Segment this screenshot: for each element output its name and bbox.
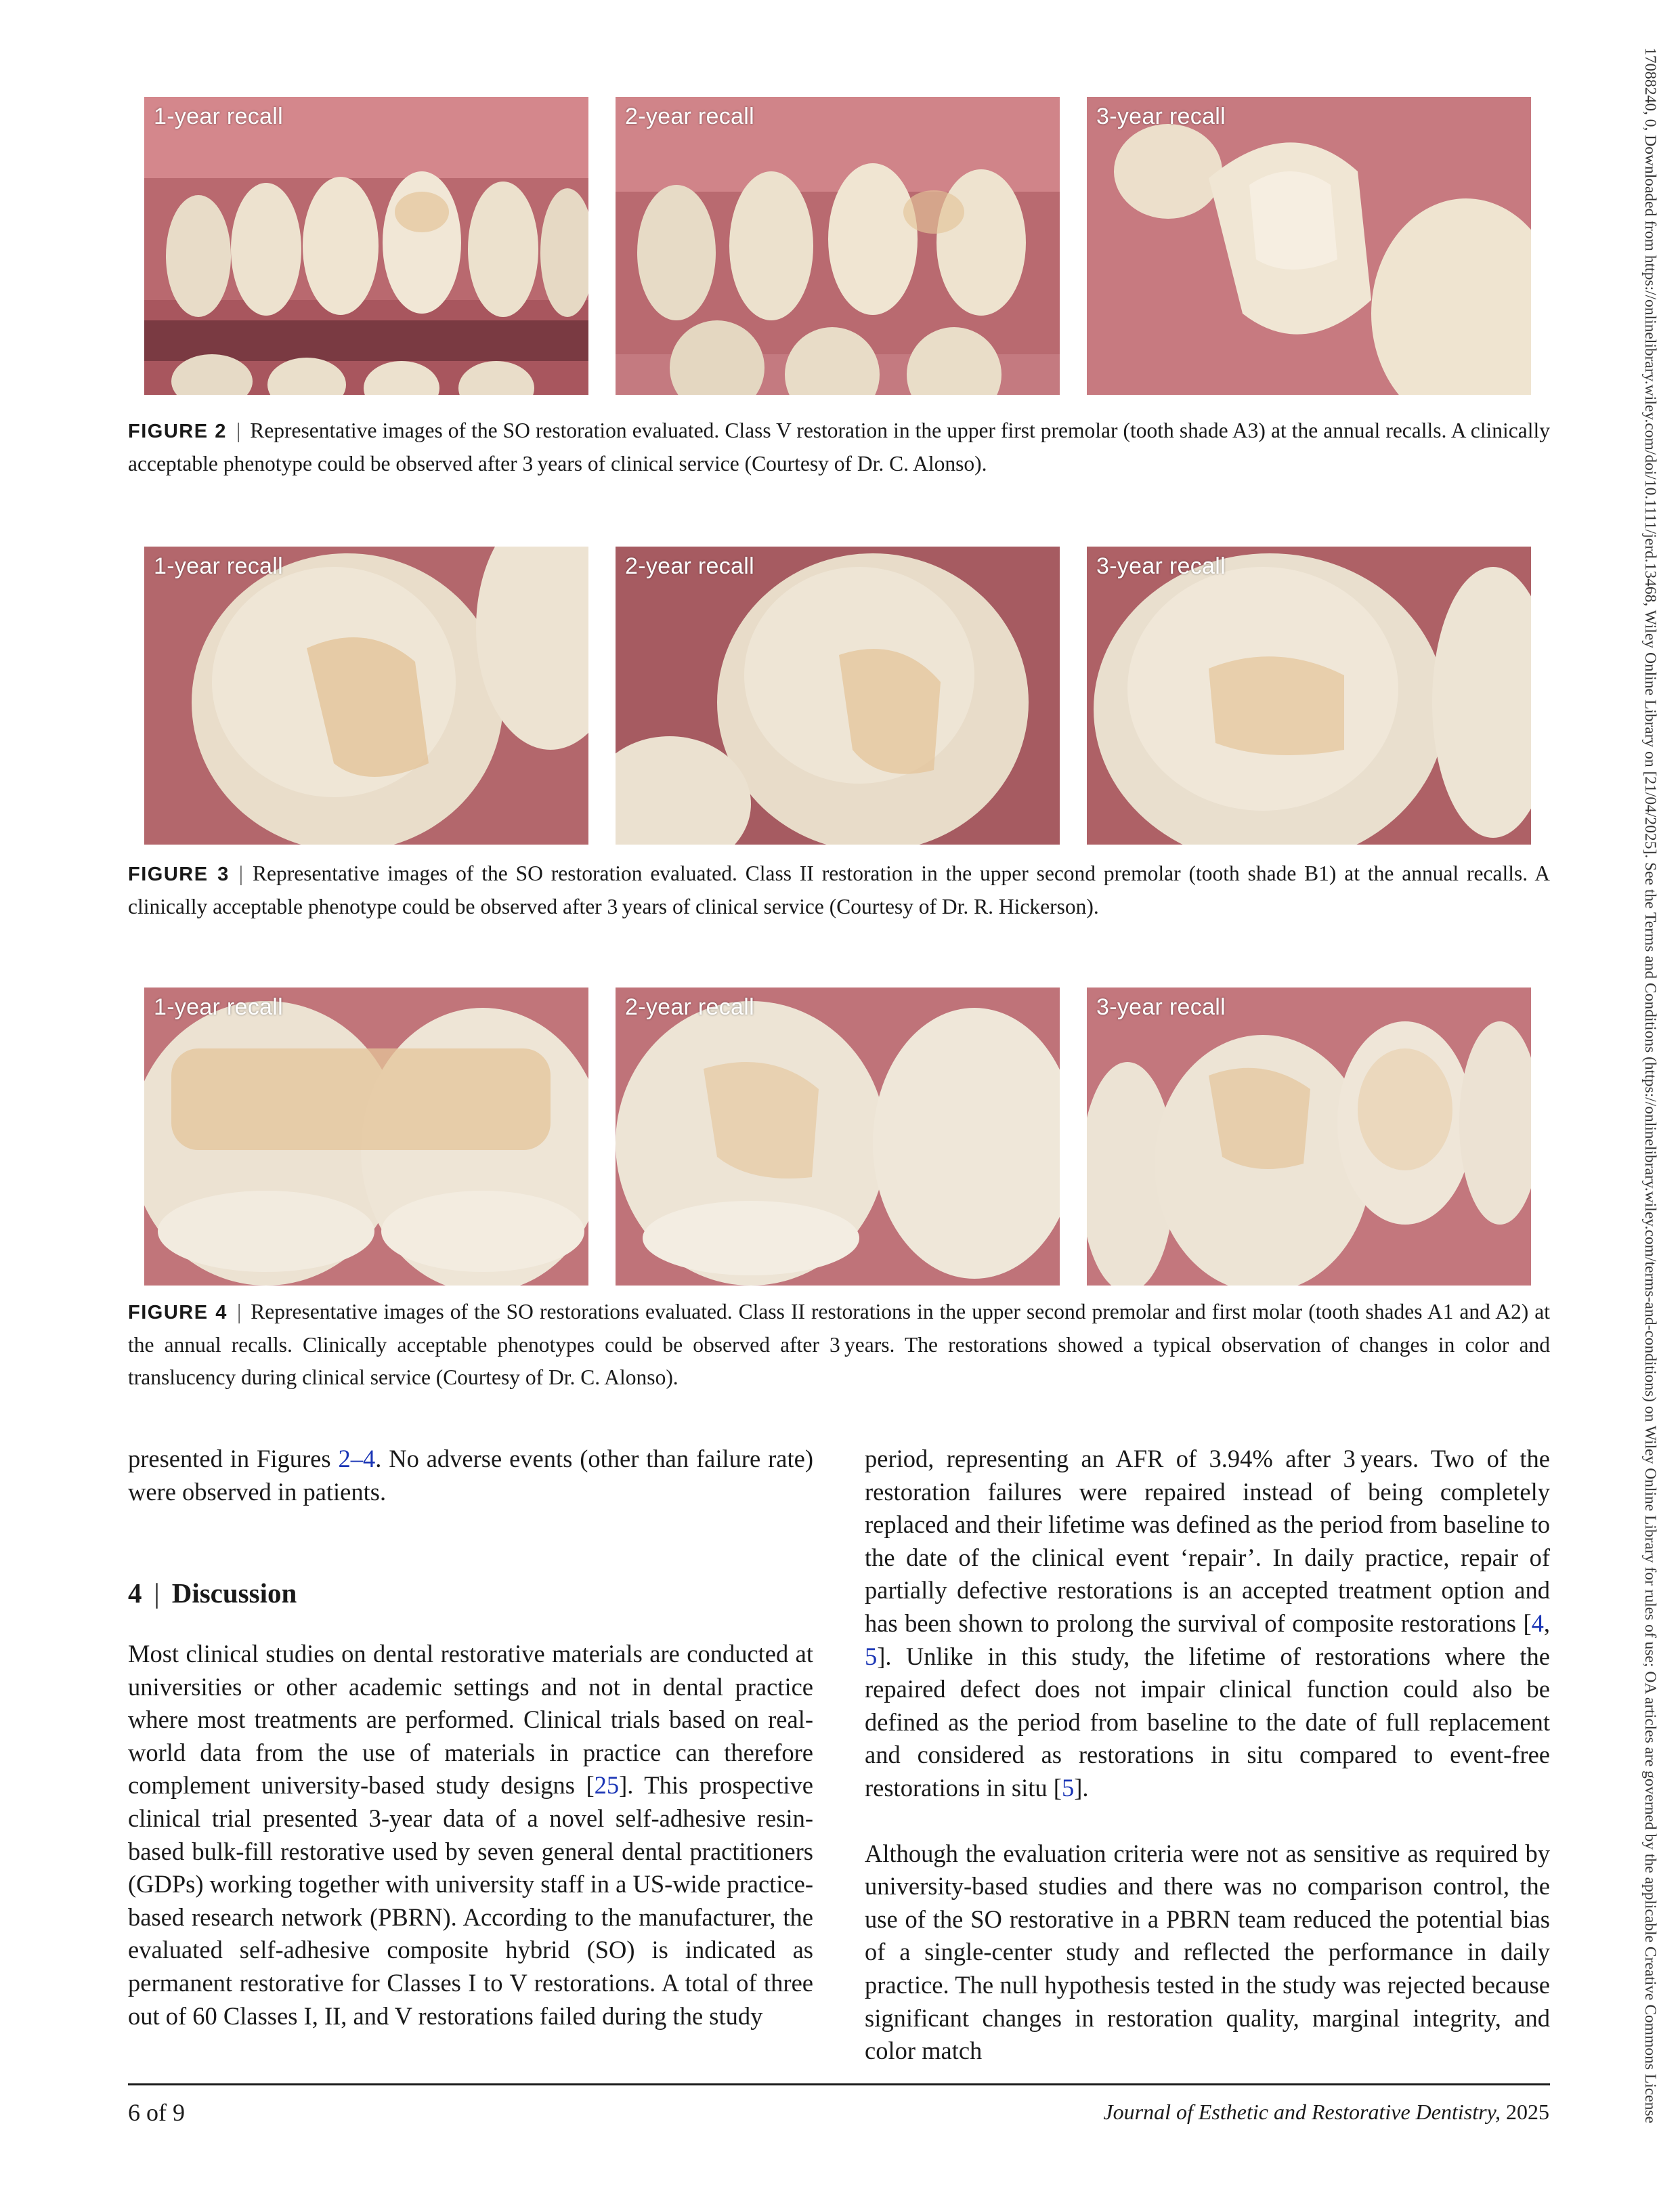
panel-label: 3-year recall bbox=[1096, 553, 1226, 579]
figure-3-caption bbox=[128, 857, 1550, 923]
teeth-photo bbox=[616, 547, 1060, 845]
figure-label: FIGURE 4 bbox=[128, 1302, 228, 1323]
figure-4-panel-2 bbox=[616, 988, 1060, 1286]
panel-label: 1-year recall bbox=[154, 994, 283, 1020]
text: . No adverse events (other than failure rate) were observed in patients. bbox=[128, 1445, 813, 1506]
citation-link[interactable]: 5 bbox=[1061, 1773, 1075, 1802]
text: , bbox=[1543, 1609, 1550, 1637]
journal-title: Journal of Esthetic and Restorative Dentistry, bbox=[1103, 2100, 1501, 2124]
text: Most clinical studies on dental restorative materials are conducted at universities or other academic settings and not in dental practice where most treatments are performed. Clinical trials based on real-world data from the use of materials in practice can therefore complement university-based study designs [ bbox=[128, 1640, 813, 1800]
panel-label: 2-year recall bbox=[625, 994, 754, 1020]
figure-3-panel-3 bbox=[1087, 547, 1531, 845]
panel-label: 3-year recall bbox=[1096, 994, 1226, 1020]
caption-separator: | bbox=[238, 862, 244, 885]
teeth-photo bbox=[144, 988, 588, 1286]
left-column-top bbox=[128, 1443, 813, 1508]
caption-text: Representative images of the SO restoration evaluated. Class V restoration in the upper first premolar (tooth shade A3) at the annual recalls. A clinically acceptable phenotype could be observed after 3 years of clinical service (Courtesy of Dr. C. Alonso). bbox=[128, 419, 1550, 475]
citation-link[interactable]: 25 bbox=[594, 1771, 620, 1800]
heading-separator: | bbox=[154, 1577, 160, 1609]
section-number: 4 bbox=[128, 1577, 142, 1609]
journal-name bbox=[1103, 2100, 1549, 2125]
teeth-photo bbox=[144, 547, 588, 845]
download-notice: 17088240, 0, Downloaded from https://onlinelibrary.wiley.com/doi/10.1111/jerd.13468, Wiley Online Library on [21/04/2025]. See the Terms and Conditions (https://onlinelibrary.wiley.com/terms-and-conditions) on Wiley Online Library for rules of use; OA articles are governed by the applicable Creative Commons License bbox=[1641, 47, 1659, 2123]
text: ]. bbox=[1074, 1773, 1089, 1802]
caption-separator: | bbox=[236, 1300, 242, 1323]
teeth-photo bbox=[616, 988, 1060, 1286]
figure-label: FIGURE 2 bbox=[128, 421, 227, 442]
teeth-photo bbox=[1087, 97, 1531, 395]
figure-3-panel-1 bbox=[144, 547, 588, 845]
right-column bbox=[865, 1443, 1550, 2068]
caption-separator: | bbox=[236, 419, 241, 442]
figure-2-panel-1 bbox=[144, 97, 588, 395]
caption-text: Representative images of the SO restorations evaluated. Class II restorations in the upper second premolar and first molar (tooth shades A1 and A2) at the annual recalls. Clinically acceptable phenotypes could be observed after 3 years. The restorations showed a typical observation of changes in color and translucency during clinical service (Courtesy of Dr. C. Alonso). bbox=[128, 1300, 1551, 1389]
figure-2-panel-3 bbox=[1087, 97, 1531, 395]
figure-3-panel-2 bbox=[616, 547, 1060, 845]
citation-link[interactable]: 4 bbox=[1531, 1609, 1544, 1637]
page-number: 6 of 9 bbox=[128, 2099, 185, 2126]
paragraph bbox=[865, 1443, 1550, 1805]
panel-label: 1-year recall bbox=[154, 553, 283, 579]
paragraph bbox=[128, 1443, 813, 1508]
journal-year: 2025 bbox=[1501, 2100, 1549, 2124]
section-title: Discussion bbox=[171, 1577, 297, 1609]
panel-label: 2-year recall bbox=[625, 104, 754, 129]
teeth-photo bbox=[144, 97, 588, 395]
text: ]. This prospective clinical trial presented 3-year data of a novel self-adhesive resin-based bulk-fill restorative used by seven general dental practitioners (GDPs) working together with university staff in a US-wide practice-based research network (PBRN). According to the manufacturer, the evaluated self-adhesive composite hybrid (SO) is indicated as permanent restorative for Classes I to V restorations. A total of three out of 60 Classes I, II, and V restorations failed during the study bbox=[128, 1771, 813, 2030]
panel-label: 2-year recall bbox=[625, 553, 754, 579]
text: period, representing an AFR of 3.94% after 3 years. Two of the restoration failures were repaired instead of being completely replaced and their lifetime was defined as the period from baseline to the date of the clinical event ‘repair’. In daily practice, repair of partially defective restorations is an accepted treatment option and has been shown to prolong the survival of composite restorations [ bbox=[865, 1445, 1550, 1637]
figure-4-caption bbox=[128, 1296, 1550, 1394]
figure-link[interactable]: 2–4 bbox=[338, 1445, 376, 1472]
teeth-photo bbox=[1087, 547, 1531, 845]
citation-link[interactable]: 5 bbox=[865, 1642, 878, 1670]
teeth-photo bbox=[616, 97, 1060, 395]
panel-label: 3-year recall bbox=[1096, 104, 1226, 129]
figure-2-caption bbox=[128, 415, 1550, 480]
paragraph bbox=[128, 1638, 813, 2033]
teeth-photo bbox=[1087, 988, 1531, 1286]
figure-label: FIGURE 3 bbox=[128, 864, 230, 885]
text: ]. Unlike in this study, the lifetime of restorations where the repaired defect does not impair clinical function could also be defined as the period from baseline to the date of full replacement and considered as restorations in situ compared to event-free restorations in situ [ bbox=[865, 1642, 1550, 1802]
footer-rule bbox=[128, 2083, 1550, 2085]
figure-4-panel-1 bbox=[144, 988, 588, 1286]
text: presented in Figures bbox=[128, 1445, 339, 1472]
figure-2-panel-2 bbox=[616, 97, 1060, 395]
section-heading bbox=[128, 1577, 297, 1609]
paragraph: Although the evaluation criteria were not as sensitive as required by university-based studies and there was no comparison control, the use of the SO restorative in a PBRN team reduced the potential bias of a single-center study and reflected the performance in daily practice. The null hypothesis tested in the study was rejected because significant changes in restoration quality, marginal integrity, and color match bbox=[865, 1839, 1550, 2065]
left-column-body bbox=[128, 1638, 813, 2033]
caption-text: Representative images of the SO restoration evaluated. Class II restoration in the upper second premolar (tooth shade B1) at the annual recalls. A clinically acceptable phenotype could be observed after 3 years of clinical service (Courtesy of Dr. R. Hickerson). bbox=[128, 862, 1550, 918]
panel-label: 1-year recall bbox=[154, 104, 283, 129]
figure-4-panel-3 bbox=[1087, 988, 1531, 1286]
